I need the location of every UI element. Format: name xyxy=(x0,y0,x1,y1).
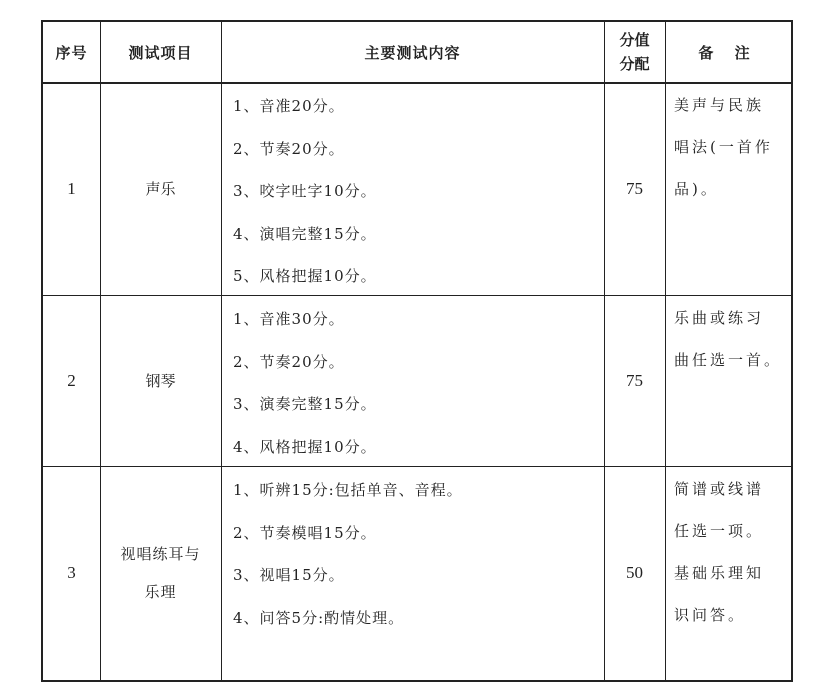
row1-remark xyxy=(674,84,773,210)
row3-remark xyxy=(674,468,764,636)
header-score xyxy=(604,22,665,82)
row3-seq: 3 xyxy=(67,563,76,582)
remark-line: 唱法(一首作 xyxy=(674,138,773,156)
content-line: 2、节奏20分。 xyxy=(233,352,345,371)
column-divider xyxy=(221,22,222,680)
content-line: 3、视唱15分。 xyxy=(233,566,345,584)
remark-line: 乐曲或练习 xyxy=(674,309,765,327)
remark-line: 美声与民族 xyxy=(674,96,765,114)
row1-contents xyxy=(233,85,377,298)
content-line: 1、音准20分。 xyxy=(233,97,345,115)
row3-item-line: 视唱练耳与 xyxy=(120,545,201,563)
content-line: 4、风格把握10分。 xyxy=(233,437,377,456)
remark-line: 品)。 xyxy=(674,180,719,198)
header-content: 主要测试内容 xyxy=(364,43,461,62)
header-item: 测试项目 xyxy=(128,43,193,62)
score-table xyxy=(41,20,793,682)
remark-line: 识问答。 xyxy=(674,606,747,624)
content-line: 3、演奏完整15分。 xyxy=(233,395,377,413)
header-score-line2: 分配 xyxy=(619,55,650,73)
remark-line: 基础乐理知 xyxy=(674,564,765,582)
row2-score: 75 xyxy=(626,370,643,390)
row3-score: 50 xyxy=(626,563,643,582)
row1-score: 75 xyxy=(626,178,643,198)
content-line: 4、问答5分:酌情处理。 xyxy=(233,608,405,627)
row2-contents xyxy=(233,298,377,468)
column-divider xyxy=(665,22,666,680)
row2-seq: 2 xyxy=(67,370,76,390)
content-line: 2、节奏20分。 xyxy=(233,139,345,158)
content-line: 3、咬字吐字10分。 xyxy=(233,182,377,200)
row3-item xyxy=(100,466,221,680)
content-line: 1、音准30分。 xyxy=(233,310,345,328)
content-line: 1、听辨15分:包括单音、音程。 xyxy=(233,481,463,499)
remark-line: 任选一项。 xyxy=(674,522,765,540)
content-line: 4、演唱完整15分。 xyxy=(233,224,377,243)
header-score-line1: 分值 xyxy=(619,31,650,49)
header-remark: 备 注 xyxy=(698,43,758,62)
content-line: 2、节奏模唱15分。 xyxy=(233,523,377,542)
row3-item-line: 乐理 xyxy=(144,583,177,601)
row1-item: 声乐 xyxy=(145,180,176,198)
content-line: 5、风格把握10分。 xyxy=(233,267,377,285)
row3-contents xyxy=(233,469,463,639)
remark-line: 曲任选一首。 xyxy=(674,351,783,369)
row2-item: 钢琴 xyxy=(145,372,176,390)
row2-remark xyxy=(674,297,782,381)
row1-seq: 1 xyxy=(67,178,76,198)
remark-line: 简谱或线谱 xyxy=(674,480,765,498)
header-seq: 序号 xyxy=(55,43,88,62)
